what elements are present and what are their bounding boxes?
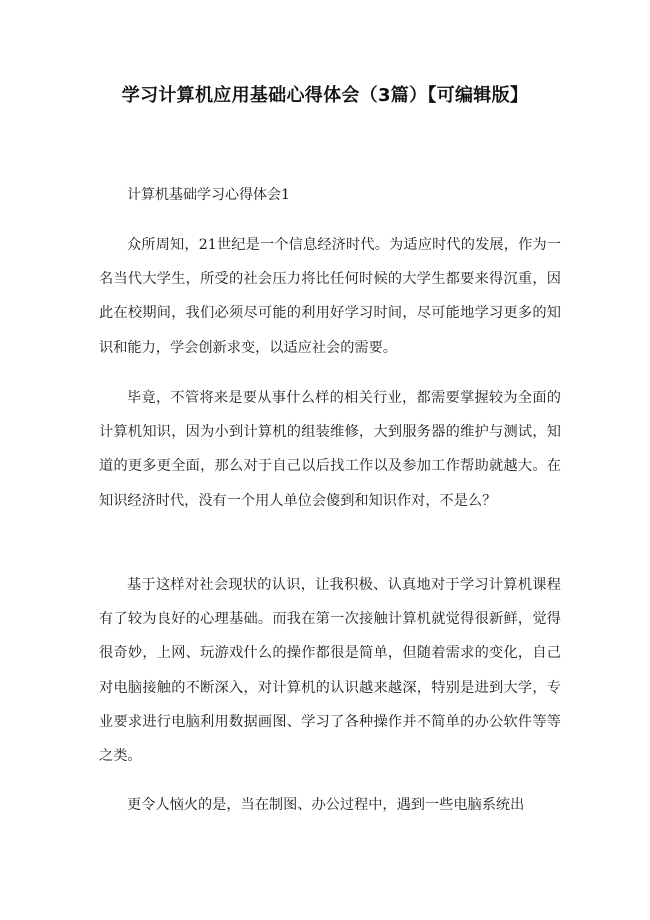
paragraph-3: 基于这样对社会现状的认识，让我积极、认真地对于学习计算机课程有了较为良好的心理基础。而我在第一次接触计算机就觉得很新鲜，觉得很奇妙，上网、玩游戏什么的操作都很是简单，但随着需求的变化，自己对电脑接触的不断深入，对计算机的认识越来越深，特别是进到大学，专业要求进行电脑利用数据画图、学习了各种操作并不简单的办公软件等等之类。	[99, 577, 561, 765]
paragraph-4: 更令人恼火的是，当在制图、办公过程中，遇到一些电脑系统出	[127, 797, 525, 813]
document-title: 学习计算机应用基础心得体会（3篇）【可编辑版】	[121, 85, 529, 106]
paragraph-1: 众所周知，21世纪是一个信息经济时代。为适应时代的发展，作为一名当代大学生，所受的社会压力将比任何时候的大学生都要来得沉重，因此在校期间，我们必须尽可能的利用好学习时间，尽可能地学习更多的知识和能力，学会创新求变，以适应社会的需要。	[99, 237, 561, 356]
section-heading: 计算机基础学习心得体会1	[127, 187, 290, 203]
paragraph-2: 毕竟，不管将来是要从事什么样的相关行业，都需要掌握较为全面的计算机知识，因为小到计算机的组装维修，大到服务器的维护与测试，知道的更多更全面，那么对于自己以后找工作以及参加工作帮助就越大。在知识经济时代，没有一个用人单位会傻到和知识作对，不是么？	[99, 390, 561, 509]
